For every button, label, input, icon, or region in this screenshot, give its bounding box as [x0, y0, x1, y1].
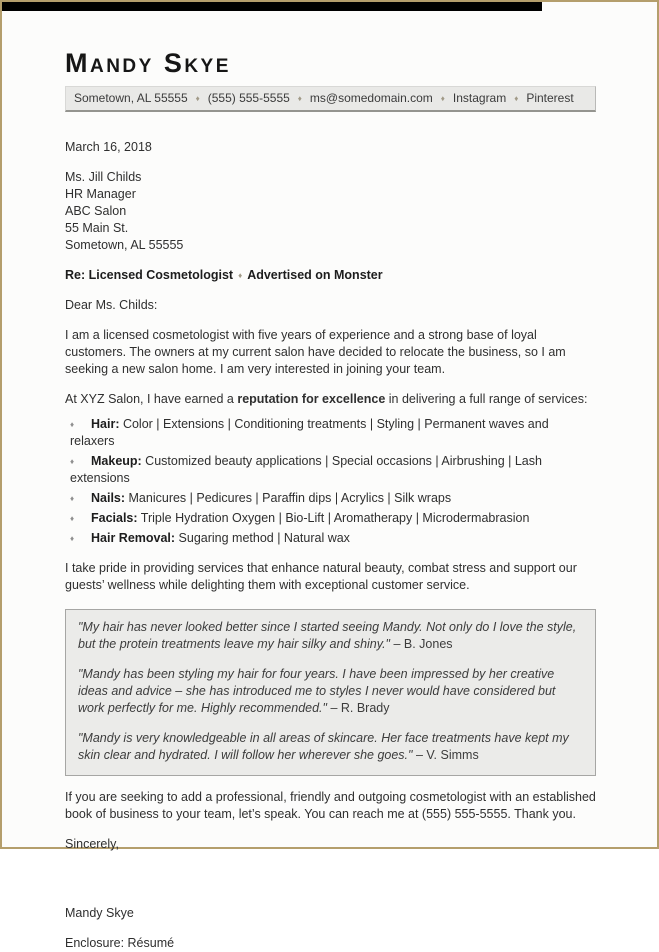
subject-position: Re: Licensed Cosmetologist	[65, 268, 234, 282]
diamond-icon: ♦	[195, 94, 200, 103]
services-intro-pre: At XYZ Salon, I have earned a	[65, 392, 238, 406]
testimonials-box	[65, 609, 596, 776]
recipient-name: Ms. Jill Childs	[65, 170, 142, 184]
service-text: Customized beauty applications | Special occasions | Airbrushing | Lash extensions	[70, 454, 542, 485]
diamond-bullet-icon: ♦	[70, 457, 75, 466]
list-item	[70, 416, 596, 450]
testimonial-quote: "Mandy is very knowledgeable in all areas of skincare. Her face treatments have kept my skin clear and hydrated. I will follow her wherever she goes."	[78, 731, 569, 762]
contact-phone: (555) 555-5555	[207, 91, 290, 105]
diamond-bullet-icon: ♦	[70, 420, 75, 429]
recipient-company: ABC Salon	[65, 204, 127, 218]
service-label: Facials:	[91, 511, 138, 525]
contact-email-link[interactable]: ms@somedomain.com	[309, 91, 433, 105]
recipient-city: Sometown, AL 55555	[65, 238, 184, 252]
testimonial	[78, 666, 583, 717]
recipient-street: 55 Main St.	[65, 221, 129, 235]
testimonial-quote: "Mandy has been styling my hair for four years. I have been impressed by her creative ideas and advice – she has introduced me to styles I never would have considered but work perfectly for me. Highly recommended."	[78, 667, 556, 715]
contact-pinterest-link[interactable]: Pinterest	[526, 91, 574, 105]
list-item	[70, 453, 596, 487]
testimonial-attribution: – V. Simms	[412, 748, 479, 762]
pride-paragraph: I take pride in providing services that enhance natural beauty, combat stress and support our guests’ wellness while delighting them with exceptional customer service.	[65, 561, 577, 592]
services-intro-post: in delivering a full range of services:	[385, 392, 588, 406]
enclosure-note: Enclosure: Résumé	[65, 936, 175, 950]
services-intro-highlight: reputation for excellence	[237, 392, 386, 406]
service-label: Hair Removal:	[91, 531, 176, 545]
diamond-icon: ♦	[440, 94, 445, 103]
letter-content	[2, 2, 657, 952]
testimonial-attribution: – R. Brady	[326, 701, 390, 715]
letter-body	[65, 139, 596, 952]
list-item	[70, 530, 596, 547]
signature-name: Mandy Skye	[65, 906, 134, 920]
testimonial	[78, 730, 583, 764]
subject-source: Advertised on Monster	[247, 268, 383, 282]
diamond-icon: ♦	[238, 271, 243, 280]
subject-line	[65, 267, 596, 284]
diamond-bullet-icon: ♦	[70, 514, 75, 523]
top-accent-bar	[2, 2, 542, 11]
recipient-title: HR Manager	[65, 187, 136, 201]
contact-instagram-link[interactable]: Instagram	[452, 91, 507, 105]
intro-paragraph: I am a licensed cosmetologist with five years of experience and a strong base of loyal customers. The owners at my current salon have decided to relocate the business, so I am seeking a new salon home. I am very interested in joining your team.	[65, 328, 566, 376]
service-label: Hair:	[91, 417, 120, 431]
service-text: Manicures | Pedicures | Paraffin dips | Acrylics | Silk wraps	[125, 491, 452, 505]
contact-location: Sometown, AL 55555	[74, 91, 188, 105]
diamond-bullet-icon: ♦	[70, 494, 75, 503]
service-text: Color | Extensions | Conditioning treatments | Styling | Permanent waves and relaxers	[70, 417, 549, 448]
letter-date: March 16, 2018	[65, 140, 152, 154]
valediction: Sincerely,	[65, 837, 119, 851]
service-label: Makeup:	[91, 454, 142, 468]
diamond-bullet-icon: ♦	[70, 534, 75, 543]
service-text: Triple Hydration Oxygen | Bio-Lift | Aromatherapy | Microdermabrasion	[137, 511, 530, 525]
contact-bar	[65, 86, 596, 112]
service-label: Nails:	[91, 491, 126, 505]
letterhead-name: Mandy Skye	[65, 48, 231, 78]
list-item	[70, 510, 596, 527]
testimonial-attribution: – B. Jones	[390, 637, 453, 651]
service-text: Sugaring method | Natural wax	[175, 531, 350, 545]
services-intro-paragraph	[65, 391, 596, 408]
closing-paragraph: If you are seeking to add a professional, friendly and outgoing cosmetologist with an established book of business to your team, let’s speak. You can reach me at (555) 555-5555. Thank you.	[65, 790, 596, 821]
salutation: Dear Ms. Childs:	[65, 298, 158, 312]
testimonial-quote: "My hair has never looked better since I started seeing Mandy. Not only do I love the style, but the protein treatments leave my hair silky and shiny."	[78, 620, 577, 651]
diamond-icon: ♦	[297, 94, 302, 103]
recipient-address-block	[65, 169, 596, 254]
services-list	[65, 416, 596, 547]
list-item	[70, 490, 596, 507]
diamond-icon: ♦	[514, 94, 519, 103]
testimonial	[78, 619, 583, 653]
